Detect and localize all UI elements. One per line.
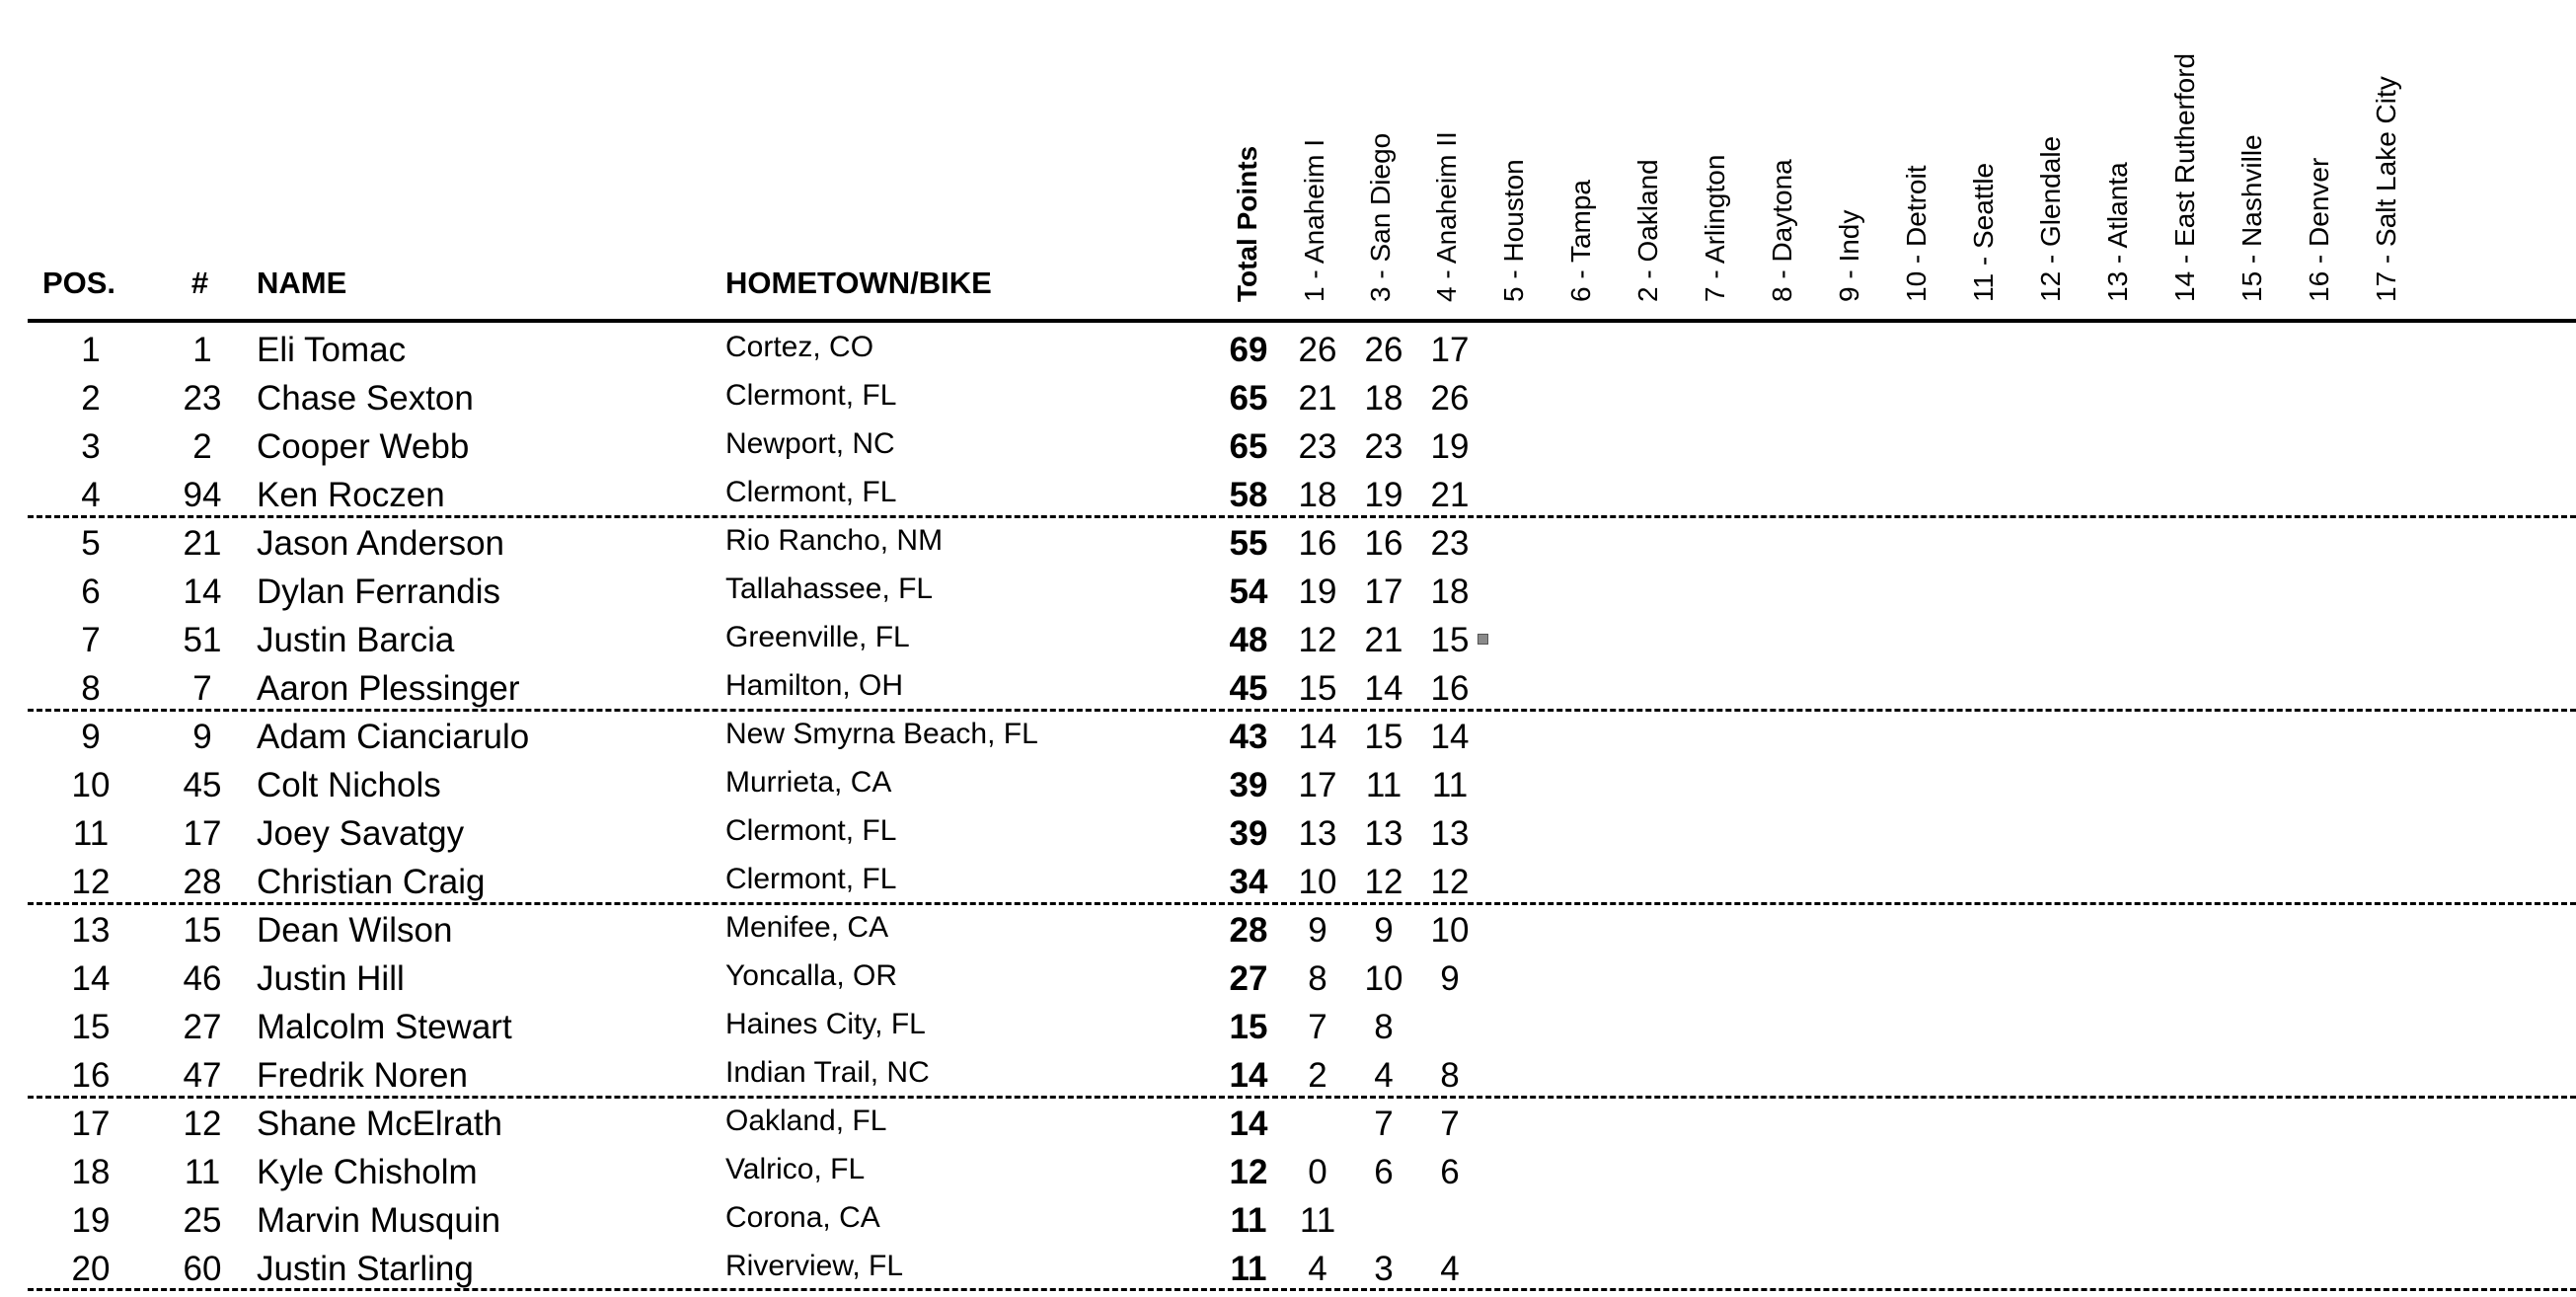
rider-name-cell: Kyle Chisholm	[257, 1153, 478, 1191]
header-hometown: HOMETOWN/BIKE	[725, 266, 992, 300]
table-row	[0, 1051, 2576, 1100]
table-row	[0, 713, 2576, 761]
total-points-cell: 45	[1229, 669, 1268, 708]
hometown-cell: Riverview, FL	[725, 1250, 904, 1282]
round-points-cell: 14	[1364, 669, 1403, 708]
position-cell: 2	[81, 379, 101, 418]
header-round: 2 - Oakland	[1632, 159, 1663, 302]
hometown-cell: Hamilton, OH	[725, 669, 904, 702]
rider-number-cell: 15	[183, 911, 222, 950]
group-divider	[28, 1288, 2576, 1291]
round-points-cell: 0	[1308, 1153, 1327, 1191]
table-row	[0, 761, 2576, 809]
rider-name-cell: Justin Barcia	[257, 621, 455, 659]
rider-number-cell: 47	[183, 1056, 222, 1095]
hometown-cell: Rio Rancho, NM	[725, 524, 944, 557]
rider-name-cell: Justin Hill	[257, 959, 405, 998]
rider-name-cell: Christian Craig	[257, 863, 486, 901]
rider-number-cell: 45	[183, 766, 222, 804]
round-points-cell: 17	[1364, 572, 1403, 611]
position-cell: 11	[72, 814, 110, 853]
position-cell: 4	[81, 476, 101, 514]
table-row	[0, 519, 2576, 568]
header-round: 11 - Seattle	[1968, 162, 1999, 302]
round-points-cell: 13	[1430, 814, 1470, 853]
position-cell: 13	[71, 911, 111, 950]
header-round: 1 - Anaheim I	[1299, 139, 1329, 302]
rider-name-cell: Aaron Plessinger	[257, 669, 520, 708]
round-points-cell: 10	[1364, 959, 1403, 998]
round-points-cell: 11	[1431, 766, 1469, 804]
round-points-cell: 16	[1364, 524, 1403, 563]
rider-name-cell: Colt Nichols	[257, 766, 441, 804]
table-row	[0, 954, 2576, 1003]
rider-name-cell: Joey Savatgy	[257, 814, 465, 853]
round-points-cell: 15	[1364, 718, 1403, 756]
rider-number-cell: 11	[184, 1153, 221, 1191]
rider-name-cell: Justin Starling	[257, 1250, 474, 1288]
round-points-cell: 4	[1440, 1250, 1460, 1288]
table-row	[0, 1003, 2576, 1051]
rider-number-cell: 14	[183, 572, 222, 611]
rider-name-cell: Cooper Webb	[257, 427, 470, 466]
round-points-cell: 11	[1365, 766, 1402, 804]
position-cell: 7	[81, 621, 101, 659]
header-round: 15 - Nashville	[2236, 134, 2267, 302]
round-points-cell: 21	[1298, 379, 1337, 418]
round-points-cell: 12	[1430, 863, 1470, 901]
round-points-cell: 26	[1298, 331, 1337, 369]
round-points-cell: 8	[1374, 1008, 1394, 1046]
header-round: 13 - Atlanta	[2102, 162, 2133, 302]
round-points-cell: 9	[1440, 959, 1460, 998]
position-cell: 14	[71, 959, 111, 998]
total-points-cell: 55	[1229, 524, 1268, 563]
table-row	[0, 568, 2576, 616]
header-round: 9 - Indy	[1834, 209, 1864, 302]
position-cell: 18	[71, 1153, 111, 1191]
hometown-cell: Oakland, FL	[725, 1105, 887, 1137]
rider-number-cell: 28	[183, 863, 222, 901]
round-points-cell: 23	[1298, 427, 1337, 466]
round-points-cell: 26	[1430, 379, 1470, 418]
round-points-cell: 15	[1298, 669, 1337, 708]
round-points-cell: 23	[1430, 524, 1470, 563]
round-points-cell: 18	[1430, 572, 1470, 611]
header-round: 8 - Daytona	[1767, 159, 1797, 302]
group-divider	[28, 709, 2576, 712]
round-points-cell: 4	[1374, 1056, 1394, 1095]
hometown-cell: Tallahassee, FL	[725, 572, 934, 605]
rider-number-cell: 9	[192, 718, 212, 756]
total-points-cell: 54	[1229, 572, 1268, 611]
round-points-cell: 8	[1440, 1056, 1460, 1095]
round-points-cell: 12	[1298, 621, 1337, 659]
round-points-cell: 14	[1298, 718, 1337, 756]
header-round: 12 - Glendale	[2035, 135, 2066, 302]
header-pos: POS.	[41, 266, 116, 300]
rider-name-cell: Jason Anderson	[257, 524, 505, 563]
table-row	[0, 471, 2576, 519]
rider-number-cell: 51	[183, 621, 222, 659]
rider-number-cell: 94	[183, 476, 222, 514]
round-points-cell: 8	[1308, 959, 1327, 998]
total-points-cell: 27	[1229, 959, 1268, 998]
round-points-cell: 4	[1308, 1250, 1327, 1288]
round-points-cell: 16	[1430, 669, 1470, 708]
hometown-cell: Clermont, FL	[725, 814, 897, 847]
round-points-cell: 6	[1440, 1153, 1460, 1191]
header-round: 7 - Arlington	[1700, 154, 1730, 302]
round-points-cell: 19	[1364, 476, 1403, 514]
rider-name-cell: Ken Roczen	[257, 476, 445, 514]
total-points-cell: 69	[1229, 331, 1268, 369]
round-points-cell: 18	[1364, 379, 1403, 418]
position-cell: 6	[81, 572, 101, 611]
total-points-cell: 65	[1229, 379, 1268, 418]
position-cell: 5	[81, 524, 101, 563]
round-points-cell: 14	[1430, 718, 1470, 756]
round-points-cell: 7	[1374, 1105, 1394, 1143]
rider-number-cell: 21	[183, 524, 222, 563]
hometown-cell: Menifee, CA	[725, 911, 889, 944]
total-points-cell: 43	[1229, 718, 1268, 756]
hometown-cell: Yoncalla, OR	[725, 959, 897, 992]
round-points-cell: 12	[1364, 863, 1403, 901]
round-points-cell: 7	[1440, 1105, 1460, 1143]
total-points-cell: 65	[1229, 427, 1268, 466]
table-row	[0, 326, 2576, 374]
rider-number-cell: 17	[183, 814, 222, 853]
hometown-cell: Valrico, FL	[725, 1153, 866, 1185]
round-points-cell: 18	[1298, 476, 1337, 514]
position-cell: 12	[71, 863, 111, 901]
table-row	[0, 858, 2576, 906]
penalty-note-icon	[1477, 634, 1488, 645]
round-points-cell: 16	[1298, 524, 1337, 563]
header-round: 17 - Salt Lake City	[2371, 76, 2401, 302]
position-cell: 17	[71, 1105, 111, 1143]
rider-name-cell: Chase Sexton	[257, 379, 474, 418]
hometown-cell: Haines City, FL	[725, 1008, 926, 1040]
position-cell: 10	[71, 766, 111, 804]
hometown-cell: Clermont, FL	[725, 863, 897, 895]
position-cell: 3	[81, 427, 101, 466]
table-row	[0, 422, 2576, 471]
rider-name-cell: Fredrik Noren	[257, 1056, 468, 1095]
hometown-cell: Newport, NC	[725, 427, 895, 460]
rider-number-cell: 46	[183, 959, 222, 998]
rider-name-cell: Eli Tomac	[257, 331, 407, 369]
hometown-cell: Clermont, FL	[725, 379, 897, 412]
position-cell: 1	[81, 331, 101, 369]
round-points-cell: 23	[1364, 427, 1403, 466]
round-points-cell: 10	[1298, 863, 1337, 901]
header-round: 4 - Anaheim II	[1431, 131, 1462, 302]
header-round: 16 - Denver	[2304, 157, 2334, 302]
total-points-cell: 12	[1229, 1153, 1268, 1191]
round-points-cell: 9	[1374, 911, 1394, 950]
position-cell: 16	[71, 1056, 111, 1095]
rider-name-cell: Malcolm Stewart	[257, 1008, 512, 1046]
round-points-cell: 15	[1430, 621, 1470, 659]
rider-number-cell: 23	[183, 379, 222, 418]
table-row	[0, 1245, 2576, 1293]
table-row	[0, 1196, 2576, 1245]
rider-number-cell: 60	[183, 1250, 222, 1288]
total-points-cell: 14	[1229, 1105, 1268, 1143]
position-cell: 8	[81, 669, 101, 708]
round-points-cell: 13	[1364, 814, 1403, 853]
rider-name-cell: Dean Wilson	[257, 911, 453, 950]
group-divider	[28, 902, 2576, 905]
total-points-cell: 39	[1229, 814, 1268, 853]
header-round: 3 - San Diego	[1365, 132, 1396, 302]
round-points-cell: 6	[1374, 1153, 1394, 1191]
round-points-cell: 3	[1374, 1250, 1394, 1288]
group-divider	[28, 1096, 2576, 1099]
round-points-cell: 19	[1430, 427, 1470, 466]
rider-number-cell: 25	[183, 1201, 222, 1240]
round-points-cell: 17	[1430, 331, 1470, 369]
hometown-cell: Murrieta, CA	[725, 766, 892, 799]
position-cell: 19	[71, 1201, 111, 1240]
total-points-cell: 11	[1230, 1201, 1267, 1240]
total-points-cell: 34	[1229, 863, 1268, 901]
total-points-cell: 39	[1229, 766, 1268, 804]
header-round: 10 - Detroit	[1901, 165, 1932, 302]
rider-number-cell: 7	[192, 669, 212, 708]
table-row	[0, 616, 2576, 664]
rider-name-cell: Dylan Ferrandis	[257, 572, 501, 611]
table-row	[0, 374, 2576, 422]
rider-number-cell: 1	[192, 331, 212, 369]
round-points-cell: 10	[1430, 911, 1470, 950]
round-points-cell: 21	[1430, 476, 1470, 514]
hometown-cell: New Smyrna Beach, FL	[725, 718, 1038, 750]
hometown-cell: Greenville, FL	[725, 621, 910, 653]
rider-name-cell: Adam Cianciarulo	[257, 718, 530, 756]
header-number: #	[190, 266, 209, 300]
round-points-cell: 9	[1308, 911, 1327, 950]
header-total-points: Total Points	[1232, 145, 1262, 302]
round-points-cell: 11	[1299, 1201, 1336, 1240]
round-points-cell: 26	[1364, 331, 1403, 369]
position-cell: 20	[71, 1250, 111, 1288]
hometown-cell: Indian Trail, NC	[725, 1056, 930, 1089]
round-points-cell: 13	[1298, 814, 1337, 853]
group-divider	[28, 515, 2576, 518]
table-row	[0, 906, 2576, 954]
header-round: 6 - Tampa	[1565, 180, 1596, 302]
rider-number-cell: 12	[183, 1105, 222, 1143]
total-points-cell: 14	[1229, 1056, 1268, 1095]
hometown-cell: Corona, CA	[725, 1201, 880, 1234]
position-cell: 15	[71, 1008, 111, 1046]
rider-number-cell: 2	[192, 427, 212, 466]
round-points-cell: 17	[1298, 766, 1337, 804]
rider-number-cell: 27	[183, 1008, 222, 1046]
hometown-cell: Cortez, CO	[725, 331, 874, 363]
position-cell: 9	[81, 718, 101, 756]
table-row	[0, 664, 2576, 713]
total-points-cell: 48	[1229, 621, 1268, 659]
table-row	[0, 1100, 2576, 1148]
table-row	[0, 1148, 2576, 1196]
total-points-cell: 58	[1229, 476, 1268, 514]
header-divider	[28, 319, 2576, 323]
hometown-cell: Clermont, FL	[725, 476, 897, 508]
rider-name-cell: Marvin Musquin	[257, 1201, 501, 1240]
header-round: 14 - East Rutherford	[2169, 52, 2200, 302]
round-points-cell: 21	[1364, 621, 1403, 659]
total-points-cell: 11	[1230, 1250, 1267, 1288]
rider-name-cell: Shane McElrath	[257, 1105, 503, 1143]
total-points-cell: 15	[1229, 1008, 1268, 1046]
table-row	[0, 809, 2576, 858]
round-points-cell: 7	[1308, 1008, 1327, 1046]
round-points-cell: 2	[1308, 1056, 1327, 1095]
header-name: NAME	[257, 266, 347, 300]
round-points-cell: 19	[1298, 572, 1337, 611]
total-points-cell: 28	[1229, 911, 1268, 950]
header-round: 5 - Houston	[1498, 159, 1529, 302]
